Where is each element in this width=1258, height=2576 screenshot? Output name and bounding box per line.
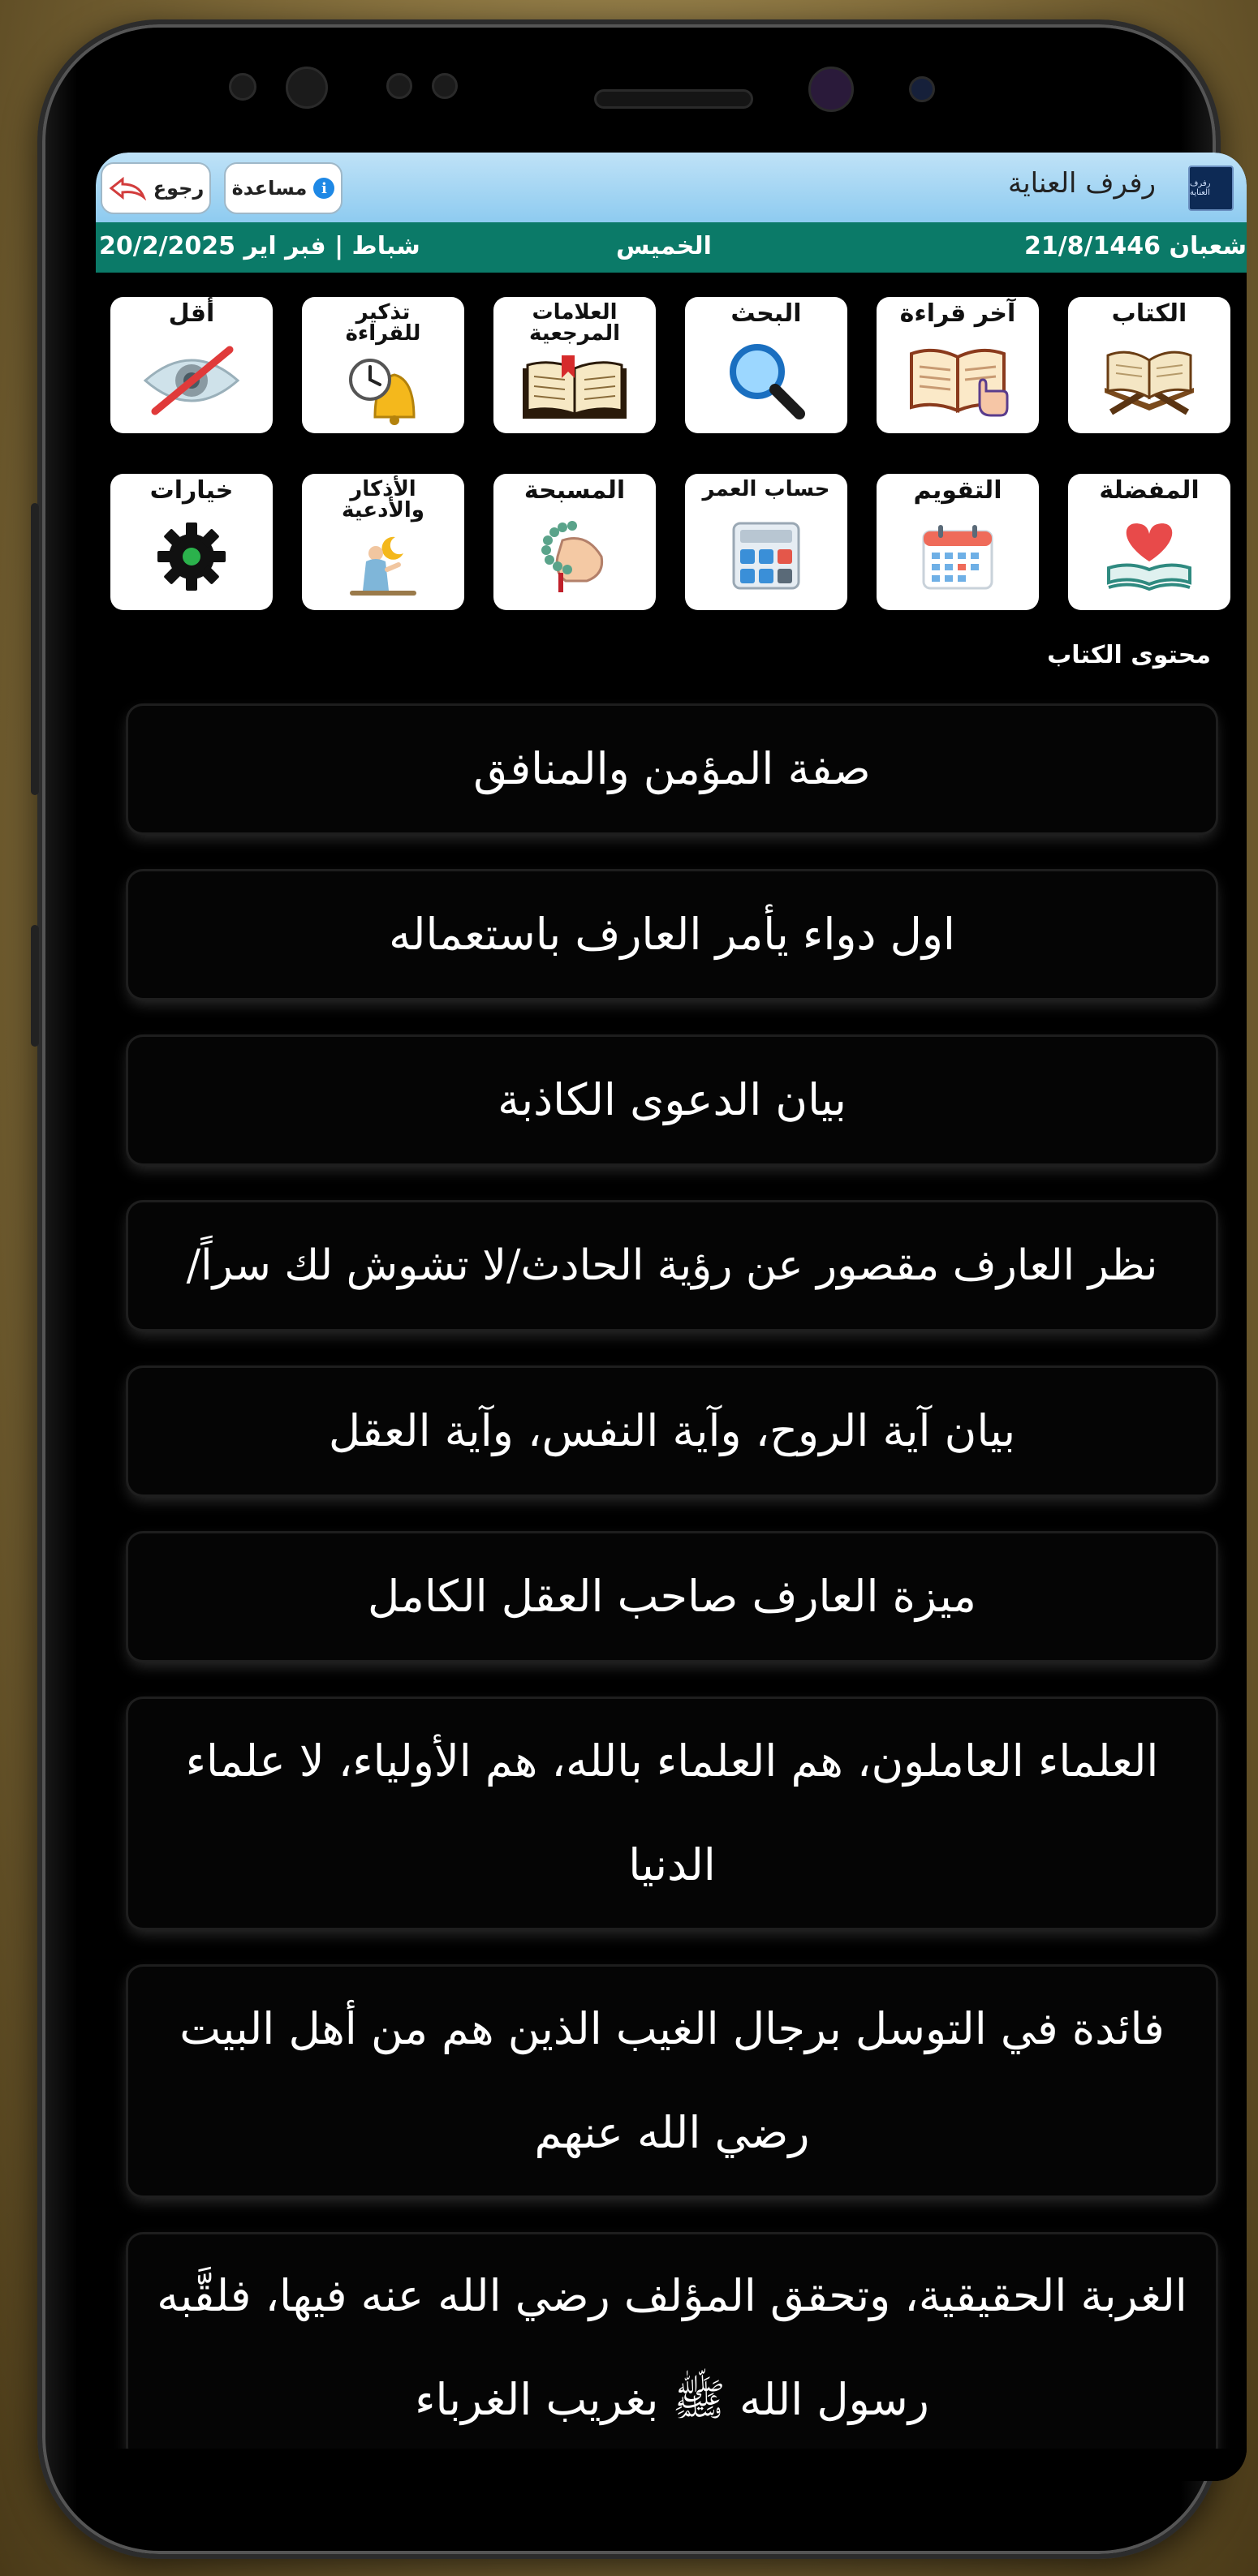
list-item[interactable]: بيان آية الروح، وآية النفس، وآية العقل [128,1368,1216,1494]
list-item[interactable]: نظر العارف مقصور عن رؤية الحادث/لا تشوش لك سراً/ [128,1202,1216,1329]
tile-age-calculator[interactable] [685,474,847,610]
app-screen [96,153,1247,2481]
heart-book-icon [1101,516,1198,597]
tile-search[interactable] [685,297,847,433]
tile-bookmarks[interactable] [493,297,656,433]
open-book-on-stand-icon [1096,339,1202,420]
tile-book[interactable] [1068,297,1230,433]
list-item[interactable]: الغربة الحقيقية، وتحقق المؤلف رضي الله عنه فيها، فلقَّبه رسول الله ﷺ بغريب الغرباء [128,2234,1216,2462]
hijri-date: 21/8/1446 شعبان [1023,232,1247,260]
magnifier-icon [722,339,811,420]
list-item[interactable]: ميزة العارف صاحب العقل الكامل [128,1533,1216,1660]
help-button-label: مساعدة [231,177,308,200]
tile-reminder[interactable] [302,297,464,433]
back-button[interactable] [101,162,211,214]
info-icon: i [313,178,334,199]
bixby-button [31,925,39,1047]
tile-label: المسبحة [523,476,626,505]
sensor-dot [432,73,458,99]
tile-label: حساب العمر [702,477,830,501]
tile-label: تذكير للقراءة [345,300,421,346]
tile-label: خيارات [149,476,234,505]
date-bar [96,222,1247,273]
tile-label: المفضلة [1099,476,1200,505]
sensor-dot [229,73,256,101]
calendar-icon [917,520,998,593]
book-bookmark-icon [518,352,631,425]
list-item[interactable]: صفة المؤمن والمنافق [128,706,1216,832]
tile-label: العلامات المرجعية [528,300,621,346]
front-camera [808,67,854,112]
tile-label: البحث [730,299,802,328]
front-sensor [286,67,328,109]
back-arrow-icon [108,176,147,200]
tile-label: الأذكار والأدعية [342,477,424,523]
tile-less[interactable] [110,297,273,433]
list-item[interactable]: العلماء العاملون، هم العلماء بالله، هم الأولياء، لا علماء الدنيا [128,1699,1216,1928]
back-button-label: رجوع [153,177,205,200]
gregorian-date: 20/2/2025 شباط | فبر اير [99,232,420,260]
tile-label: التقويم [913,476,1002,505]
app-title: رفرف العناية [1007,167,1156,200]
app-header [96,153,1247,222]
list-item[interactable]: بيان الدعوى الكاذبة [128,1037,1216,1163]
eye-hidden-icon [139,343,244,416]
tile-tasbih[interactable] [493,474,656,610]
list-item[interactable]: اول دواء يأمر العارف باستعماله [128,871,1216,998]
proximity-sensor [909,76,935,102]
book-hand-pointer-icon [905,339,1010,420]
section-title: محتوى الكتاب [1047,641,1211,669]
phone-frame [37,19,1247,2559]
tile-calendar[interactable] [877,474,1039,610]
tile-label: الكتاب [1111,299,1187,328]
sensor-dot [386,73,412,99]
bottom-bar [96,2449,1247,2481]
weekday: الخميس [616,232,712,260]
volume-button [31,503,39,795]
tile-label: أقل [168,299,215,328]
tile-options[interactable] [110,474,273,610]
app-logo-text: رفرف العناية [1190,179,1211,197]
earpiece-speaker [594,89,753,109]
prayer-beads-icon [530,516,619,597]
tile-favorites[interactable] [1068,474,1230,610]
app-logo [1188,166,1234,211]
calculator-icon [726,518,807,591]
help-button[interactable] [224,162,343,214]
praying-person-icon [338,529,428,602]
tile-label: آخر قراءة [899,299,1016,328]
gear-icon [151,516,232,597]
tile-last-read[interactable] [877,297,1039,433]
list-item[interactable]: فائدة في التوسل برجال الغيب الذين هم من أهل البيت رضي الله عنهم [128,1967,1216,2195]
alarm-bell-icon [343,352,424,425]
tile-adhkar[interactable] [302,474,464,610]
